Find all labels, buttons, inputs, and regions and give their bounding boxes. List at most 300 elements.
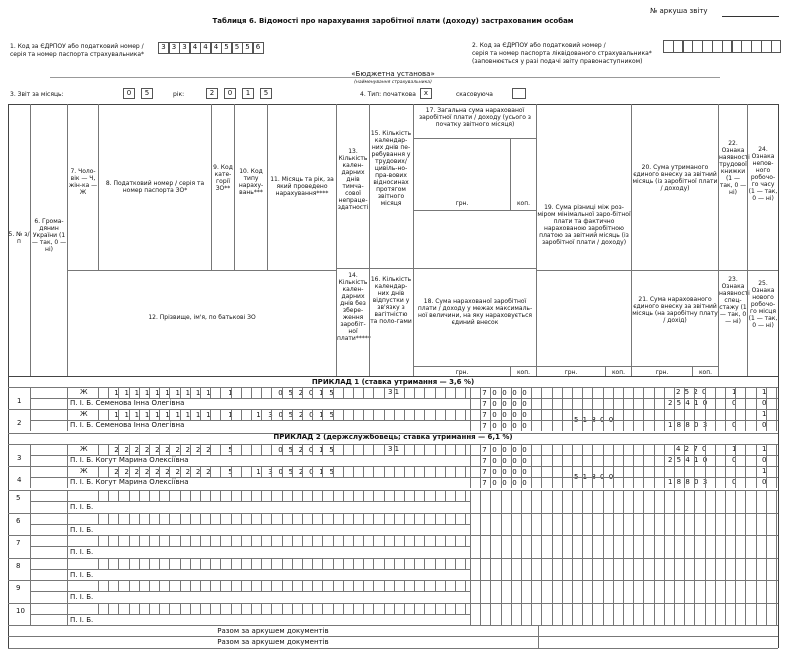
- tax-digit[interactable]: 1: [114, 411, 119, 419]
- grid-vline: [715, 603, 716, 626]
- grid-vline: [251, 387, 252, 398]
- grid-vline: [562, 558, 563, 581]
- field1-digit-box[interactable]: 3: [179, 42, 190, 54]
- tax-digit[interactable]: 2: [175, 468, 180, 476]
- grid-hline: [30, 501, 470, 502]
- tax-digit[interactable]: 2: [195, 468, 201, 476]
- grid-vline: [572, 490, 573, 513]
- row-gender[interactable]: Ж: [80, 388, 88, 396]
- grid-vline: [30, 409, 31, 431]
- grid-hline: [336, 268, 413, 269]
- period-digit[interactable]: 0: [278, 468, 283, 476]
- table-left-border: [8, 104, 9, 648]
- flag-23[interactable]: 0: [732, 478, 737, 486]
- tax-digit[interactable]: 2: [124, 468, 129, 476]
- grid-vline: [470, 558, 471, 581]
- grid-vline: [562, 603, 563, 626]
- grid-vline: [159, 603, 160, 614]
- row-gender[interactable]: Ж: [80, 410, 88, 418]
- employee-name[interactable]: П. І. Б. Когут Марина Олексіївна: [70, 456, 189, 464]
- grid-vline: [552, 580, 553, 603]
- col17-digit[interactable]: 0: [522, 389, 527, 397]
- grid-vline: [654, 580, 655, 603]
- col18-digit[interactable]: 0: [512, 422, 517, 430]
- grid-vline: [169, 387, 170, 398]
- row-number: 5: [16, 494, 21, 502]
- col21-value[interactable]: 2 5 4 1 0: [668, 399, 709, 407]
- grid-vline: [480, 444, 481, 466]
- grid-vline: [333, 409, 334, 420]
- period-digit[interactable]: 0: [278, 446, 283, 454]
- period-digit[interactable]: 5: [329, 389, 334, 397]
- grid-vline: [684, 444, 685, 466]
- col18-digit[interactable]: 7: [482, 422, 487, 430]
- flag-24[interactable]: 1: [762, 410, 767, 418]
- period-digit[interactable]: 0: [278, 389, 283, 397]
- tax-digit[interactable]: 1: [206, 389, 211, 397]
- grid-vline: [613, 466, 614, 488]
- grid-vline: [480, 535, 481, 558]
- col18-digit[interactable]: 0: [512, 400, 517, 408]
- period-digit[interactable]: 5: [329, 468, 334, 476]
- category-code[interactable]: 1: [228, 389, 233, 397]
- col17-digit[interactable]: 0: [512, 389, 517, 397]
- col17-digit[interactable]: 0: [522, 446, 527, 454]
- grid-vline: [435, 580, 436, 591]
- institution-note: (найменування страхувальника): [354, 80, 432, 85]
- grid-vline: [521, 558, 522, 581]
- category-code[interactable]: 1: [228, 411, 233, 419]
- period-digit[interactable]: 0: [308, 446, 314, 454]
- grid-vline: [200, 580, 201, 591]
- grid-vline: [149, 387, 150, 398]
- category-code[interactable]: 5: [228, 468, 233, 476]
- grid-vline: [470, 387, 471, 409]
- grid-hline: [30, 614, 470, 615]
- grid-vline: [292, 490, 293, 501]
- grid-vline: [271, 535, 272, 546]
- grid-hline: [68, 270, 336, 271]
- grid-vline: [200, 444, 201, 455]
- grid-vline: [343, 409, 344, 420]
- grid-vline: [369, 104, 370, 376]
- grid-vline: [465, 535, 466, 546]
- tax-digit[interactable]: 1: [185, 389, 191, 397]
- grid-vline: [692, 366, 693, 376]
- field1-digit-box[interactable]: 4: [190, 42, 201, 54]
- accrual-type-code[interactable]: 1: [256, 411, 261, 419]
- tax-digit[interactable]: 1: [134, 389, 140, 397]
- grid-vline: [684, 466, 685, 488]
- grid-vline: [465, 513, 466, 524]
- tax-digit[interactable]: 2: [175, 446, 180, 454]
- grid-vline: [108, 558, 109, 569]
- month-digit-2[interactable]: 5: [141, 88, 153, 99]
- tax-digit[interactable]: 1: [114, 389, 119, 397]
- grid-vline: [470, 409, 471, 431]
- grid-vline: [766, 409, 767, 431]
- tax-digit[interactable]: 2: [155, 468, 160, 476]
- grid-vline: [715, 580, 716, 603]
- col18-digit[interactable]: 0: [522, 457, 527, 465]
- grid-vline: [292, 444, 293, 455]
- tax-digit[interactable]: 1: [185, 411, 191, 419]
- grid-vline: [735, 580, 736, 603]
- flag-25[interactable]: 0: [762, 421, 767, 429]
- col18-digit[interactable]: 0: [512, 479, 517, 487]
- grid-vline: [480, 466, 481, 488]
- col18-digit[interactable]: 0: [502, 422, 507, 430]
- grid-hline: [536, 270, 631, 271]
- grid-vline: [384, 558, 385, 569]
- grid-vline: [292, 580, 293, 591]
- field1-digit-box[interactable]: 5: [221, 42, 232, 54]
- tax-digit[interactable]: 2: [195, 446, 201, 454]
- flag-25[interactable]: 0: [762, 456, 767, 464]
- col17-digit[interactable]: 7: [482, 446, 487, 454]
- grid-vline: [592, 603, 593, 626]
- type-initial-checkbox[interactable]: x: [420, 88, 432, 99]
- grid-vline: [633, 490, 634, 513]
- grid-hline: [413, 210, 536, 211]
- grid-vline: [603, 490, 604, 513]
- period-digit[interactable]: 3: [268, 411, 273, 419]
- flag-25[interactable]: 0: [762, 399, 767, 407]
- header-11: 11. Місяць та рік, за який проведено нарахування****: [270, 176, 334, 197]
- grid-vline: [118, 580, 119, 591]
- col17-digit[interactable]: 0: [502, 389, 507, 397]
- col18-digit[interactable]: 0: [492, 457, 497, 465]
- col18-digit[interactable]: 0: [502, 479, 507, 487]
- col19-value[interactable]: 5 1 8 0 0: [574, 473, 615, 481]
- grid-vline: [455, 580, 456, 591]
- grid-vline: [623, 603, 624, 626]
- period-digit[interactable]: 2: [298, 389, 304, 397]
- grid-vline: [455, 513, 456, 524]
- col17-digit[interactable]: 7: [482, 468, 487, 476]
- col20-value[interactable]: 2 5 2 0: [676, 388, 708, 396]
- period-digit[interactable]: 2: [298, 468, 304, 476]
- grid-vline: [302, 558, 303, 569]
- tax-digit[interactable]: 2: [124, 446, 129, 454]
- grid-vline: [435, 490, 436, 501]
- tax-digit[interactable]: 1: [175, 411, 180, 419]
- tax-digit[interactable]: 1: [206, 411, 211, 419]
- tax-digit[interactable]: 2: [114, 468, 119, 476]
- field1-digit-box[interactable]: 4: [211, 42, 222, 54]
- col18-digit[interactable]: 0: [502, 400, 507, 408]
- grid-vline: [745, 444, 746, 466]
- tax-digit[interactable]: 1: [155, 389, 160, 397]
- period-digit[interactable]: 1: [319, 446, 324, 454]
- col18-digit[interactable]: 0: [512, 457, 517, 465]
- col18-digit[interactable]: 7: [482, 457, 487, 465]
- grid-vline: [220, 603, 221, 614]
- period-digit[interactable]: 0: [309, 411, 314, 419]
- field1-digit-box[interactable]: 4: [200, 42, 211, 54]
- grid-vline: [664, 580, 665, 603]
- tax-digit[interactable]: 1: [144, 389, 150, 397]
- grid-vline: [435, 603, 436, 614]
- grid-vline: [694, 490, 695, 513]
- tax-digit[interactable]: 2: [155, 446, 160, 454]
- tax-digit[interactable]: 1: [165, 411, 170, 419]
- flag-22[interactable]: 1: [732, 445, 737, 453]
- col17-digit[interactable]: 0: [492, 468, 497, 476]
- flag-25[interactable]: 0: [762, 478, 767, 486]
- tax-digit[interactable]: 2: [165, 468, 170, 476]
- col17-digit[interactable]: 0: [522, 468, 527, 476]
- grid-vline: [582, 558, 583, 581]
- grid-vline: [470, 513, 471, 536]
- tax-digit[interactable]: 2: [134, 468, 140, 476]
- grid-vline: [745, 513, 746, 536]
- tax-digit[interactable]: 2: [144, 446, 150, 454]
- grid-vline: [404, 535, 405, 546]
- grid-vline: [654, 490, 655, 513]
- grid-vline: [312, 444, 313, 455]
- grid-vline: [531, 580, 532, 603]
- flag-24[interactable]: 1: [762, 388, 767, 396]
- grid-vline: [394, 466, 395, 477]
- grid-vline: [261, 580, 262, 591]
- grid-vline: [552, 444, 553, 466]
- header-20-grn: грн.: [655, 369, 669, 376]
- year-digit-4[interactable]: 5: [260, 88, 272, 99]
- grid-vline: [180, 387, 181, 398]
- tax-digit[interactable]: 1: [165, 389, 170, 397]
- grid-hline: [30, 591, 470, 592]
- grid-vline: [694, 558, 695, 581]
- tax-digit[interactable]: 1: [124, 389, 129, 397]
- header-20: 20. Сума утриманого єдиного внеску за звітний місяць (із заробітної плати / доходу): [632, 164, 718, 192]
- grid-vline: [654, 409, 655, 431]
- grid-vline: [108, 387, 109, 398]
- grid-vline: [643, 535, 644, 558]
- grid-vline: [322, 580, 323, 591]
- period-digit[interactable]: 0: [309, 468, 314, 476]
- period-digit[interactable]: 1: [319, 389, 324, 397]
- col17-digit[interactable]: 0: [512, 468, 517, 476]
- col17-digit[interactable]: 0: [522, 411, 527, 419]
- col17-digit[interactable]: 0: [492, 389, 497, 397]
- col19-value[interactable]: 5 1 8 0 0: [574, 416, 615, 424]
- col17-digit[interactable]: 7: [482, 389, 487, 397]
- grid-vline: [455, 603, 456, 614]
- grid-vline: [149, 490, 150, 501]
- grid-vline: [455, 535, 456, 546]
- days-employed[interactable]: 3 1: [388, 445, 400, 453]
- field1-digit-box[interactable]: 5: [242, 42, 253, 54]
- grid-vline: [251, 466, 252, 477]
- tax-digit[interactable]: 1: [134, 411, 140, 419]
- category-code[interactable]: 5: [228, 446, 233, 454]
- grid-vline: [531, 444, 532, 466]
- tax-digit[interactable]: 2: [185, 468, 191, 476]
- flag-22[interactable]: 1: [732, 388, 737, 396]
- grid-vline: [292, 409, 293, 420]
- grid-vline: [282, 387, 283, 398]
- type-cancel-label: скасовуюча: [456, 91, 493, 98]
- grid-vline: [190, 558, 191, 569]
- grid-vline: [333, 444, 334, 455]
- col17-digit[interactable]: 0: [502, 446, 507, 454]
- tax-digit[interactable]: 2: [206, 446, 211, 454]
- field1-digit-box[interactable]: 5: [232, 42, 243, 54]
- tax-digit[interactable]: 2: [134, 446, 140, 454]
- col18-digit[interactable]: 0: [522, 422, 527, 430]
- tax-digit[interactable]: 2: [206, 468, 211, 476]
- employee-name[interactable]: П. І. Б. Когут Марина Олексіївна: [70, 478, 189, 486]
- col18-digit[interactable]: 0: [522, 479, 527, 487]
- grid-vline: [745, 490, 746, 513]
- grid-vline: [139, 603, 140, 614]
- grid-vline: [541, 387, 542, 409]
- col17-digit[interactable]: 0: [492, 446, 497, 454]
- row-gender[interactable]: Ж: [80, 467, 88, 475]
- period-digit[interactable]: 0: [278, 411, 283, 419]
- grid-vline: [333, 466, 334, 477]
- col18-digit[interactable]: 0: [492, 400, 497, 408]
- col17-digit[interactable]: 0: [492, 411, 497, 419]
- grid-vline: [735, 558, 736, 581]
- grid-vline: [322, 387, 323, 398]
- grid-vline: [705, 603, 706, 626]
- period-digit[interactable]: 0: [308, 389, 314, 397]
- tax-digit[interactable]: 2: [114, 446, 119, 454]
- grid-vline: [470, 466, 471, 488]
- header-19: 19. Сума різниці між роз-міром мінімальної заро-бітної плати та фактично нарахованою заробітною платою за звітний місяць (із заробітної плати / доходу): [537, 204, 631, 246]
- year-digit-1[interactable]: 2: [206, 88, 218, 99]
- tax-digit[interactable]: 1: [195, 411, 201, 419]
- days-employed[interactable]: 3 1: [388, 388, 400, 396]
- grid-vline: [231, 444, 232, 455]
- period-digit[interactable]: 5: [288, 411, 294, 419]
- grid-vline: [521, 444, 522, 466]
- grid-vline: [394, 409, 395, 420]
- grid-vline: [490, 603, 491, 626]
- grid-vline: [108, 409, 109, 420]
- grid-vline: [282, 580, 283, 591]
- grid-vline: [220, 580, 221, 591]
- grid-vline: [98, 490, 99, 501]
- period-digit[interactable]: 2: [298, 446, 304, 454]
- grid-vline: [674, 603, 675, 626]
- grid-vline: [470, 603, 471, 626]
- employee-name[interactable]: П. І. Б. Семенова Інна Олегівна: [70, 399, 185, 407]
- grid-vline: [643, 387, 644, 409]
- grid-vline: [521, 490, 522, 513]
- tax-digit[interactable]: 1: [155, 411, 160, 419]
- field2-digit-box[interactable]: [771, 40, 782, 53]
- col17-digit[interactable]: 0: [512, 411, 517, 419]
- col17-digit[interactable]: 0: [512, 446, 517, 454]
- accrual-type-code[interactable]: 1: [256, 468, 261, 476]
- grid-vline: [735, 535, 736, 558]
- flag-23[interactable]: 0: [732, 399, 737, 407]
- col20-value[interactable]: 4 2 7 0: [676, 445, 708, 453]
- grid-vline: [501, 558, 502, 581]
- field1-digit-box[interactable]: 3: [169, 42, 180, 54]
- grid-vline: [302, 603, 303, 614]
- grid-vline: [241, 490, 242, 501]
- grid-hline: [8, 433, 778, 434]
- grid-vline: [231, 387, 232, 398]
- col17-digit[interactable]: 0: [502, 468, 507, 476]
- type-cancel-checkbox[interactable]: [512, 88, 526, 99]
- col21-value[interactable]: 2 5 4 1 0: [668, 456, 709, 464]
- year-digit-3[interactable]: 1: [242, 88, 254, 99]
- tax-digit[interactable]: 1: [195, 389, 201, 397]
- period-digit[interactable]: 1: [319, 411, 324, 419]
- period-digit[interactable]: 1: [319, 468, 324, 476]
- month-digit-1[interactable]: 0: [123, 88, 135, 99]
- grid-vline: [633, 603, 634, 626]
- grid-vline: [30, 603, 31, 626]
- tax-digit[interactable]: 2: [165, 446, 170, 454]
- col18-digit[interactable]: 7: [482, 400, 487, 408]
- col18-digit[interactable]: 0: [492, 422, 497, 430]
- grid-hline: [30, 477, 778, 478]
- col18-digit[interactable]: 0: [492, 479, 497, 487]
- grid-vline: [445, 513, 446, 524]
- flag-24[interactable]: 1: [762, 445, 767, 453]
- tax-digit[interactable]: 2: [144, 468, 150, 476]
- grid-vline: [735, 409, 736, 431]
- grid-vline: [343, 490, 344, 501]
- grid-vline: [251, 513, 252, 524]
- flag-24[interactable]: 1: [762, 467, 767, 475]
- year-digit-2[interactable]: 0: [224, 88, 236, 99]
- example-1-title: ПРИКЛАД 1 (ставка утримання — 3,6 %): [311, 378, 475, 386]
- grid-vline: [603, 444, 604, 466]
- grid-vline: [302, 466, 303, 477]
- grid-vline: [424, 603, 425, 614]
- period-digit[interactable]: 5: [288, 446, 293, 454]
- col17-digit[interactable]: 7: [482, 411, 487, 419]
- grid-vline: [353, 387, 354, 398]
- period-digit[interactable]: 2: [298, 411, 304, 419]
- field1-digit-box[interactable]: 6: [253, 42, 264, 54]
- grid-vline: [292, 466, 293, 477]
- col21-value[interactable]: 1 8 8 0 3: [668, 478, 709, 486]
- row-gender[interactable]: Ж: [80, 445, 88, 453]
- tax-digit[interactable]: 1: [175, 389, 180, 397]
- header-15: 15. Кількість календар-них днів пе-ребування у трудових/ цивіль-но-пра-вових відносинах протягом звітного місяця: [370, 130, 412, 207]
- field1-digit-box[interactable]: 3: [158, 42, 169, 54]
- period-digit[interactable]: 3: [268, 468, 273, 476]
- grid-vline: [384, 409, 385, 420]
- flag-23[interactable]: 0: [732, 456, 737, 464]
- col17-digit[interactable]: 0: [502, 411, 507, 419]
- tax-digit[interactable]: 1: [144, 411, 150, 419]
- col18-digit[interactable]: 0: [502, 457, 507, 465]
- tax-digit[interactable]: 1: [124, 411, 129, 419]
- col18-digit[interactable]: 0: [522, 400, 527, 408]
- period-digit[interactable]: 5: [288, 389, 293, 397]
- period-digit[interactable]: 5: [288, 468, 294, 476]
- tax-digit[interactable]: 2: [185, 446, 191, 454]
- grid-vline: [766, 603, 767, 626]
- period-digit[interactable]: 5: [329, 446, 334, 454]
- grid-vline: [282, 535, 283, 546]
- employee-name[interactable]: П. І. Б. Семенова Інна Олегівна: [70, 421, 185, 429]
- period-digit[interactable]: 5: [329, 411, 334, 419]
- flag-23[interactable]: 0: [732, 421, 737, 429]
- col21-value[interactable]: 1 8 8 0 3: [668, 421, 709, 429]
- grid-vline: [108, 490, 109, 501]
- col18-digit[interactable]: 7: [482, 479, 487, 487]
